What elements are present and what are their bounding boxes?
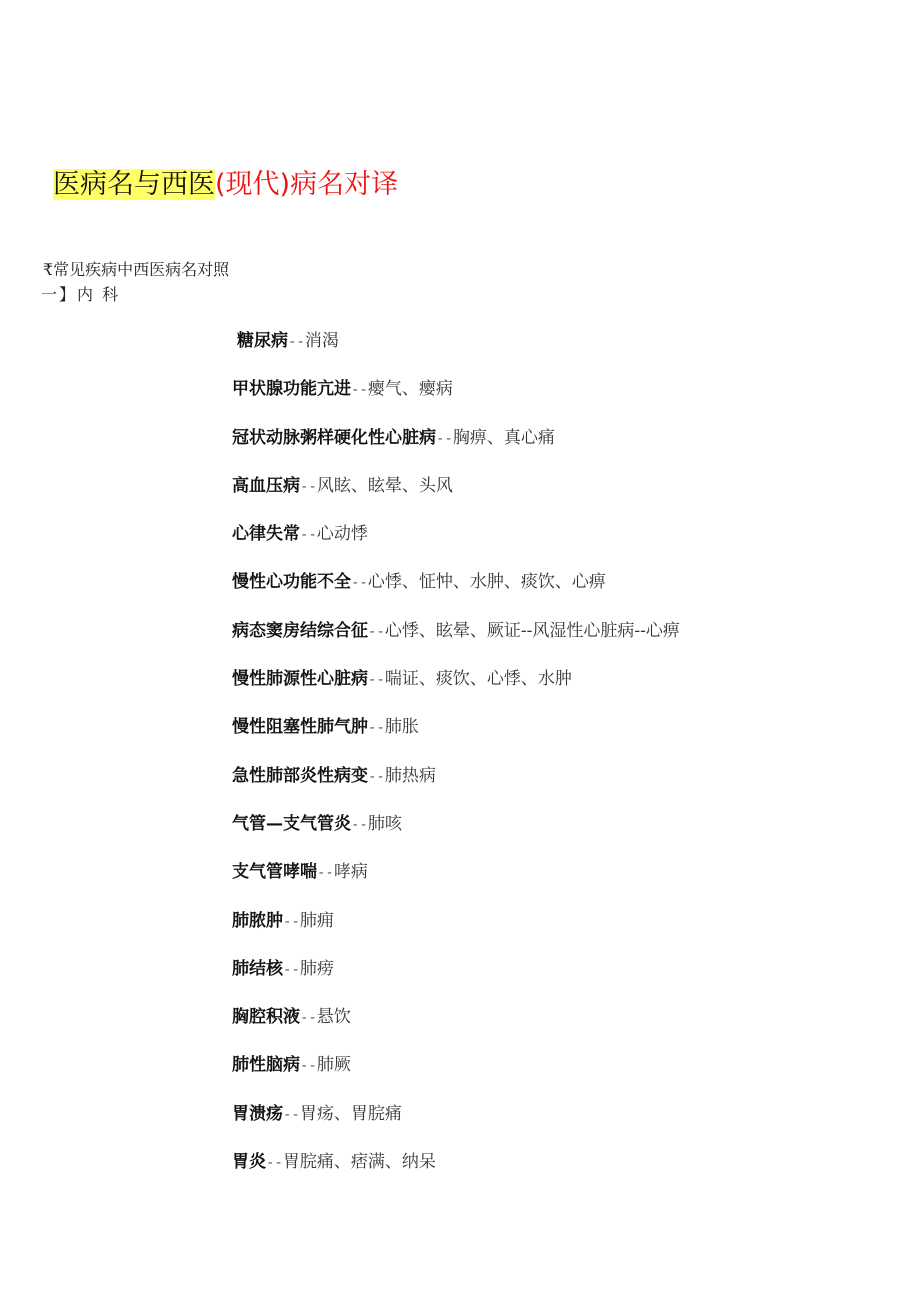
tcm-disease-name: 风眩、眩晕、头风 — [316, 475, 453, 496]
list-item — [232, 329, 680, 377]
separator: -- — [317, 865, 334, 882]
section-heading: 一】内 科 — [41, 285, 121, 304]
tcm-disease-name: 消渴 — [304, 331, 339, 351]
separator: -- — [288, 334, 305, 350]
tcm-disease-name: 心动悸 — [316, 524, 368, 545]
list-item — [232, 715, 680, 763]
list-item — [232, 570, 680, 618]
separator: -- — [283, 961, 300, 978]
western-disease-name: 高血压病 — [232, 475, 300, 496]
tcm-disease-name: 喘证、痰饮、心悸、水肿 — [384, 669, 572, 690]
tcm-disease-name: 肺热病 — [384, 765, 436, 786]
western-disease-name: 糖尿病 — [237, 331, 288, 351]
western-disease-name: 肺脓肿 — [232, 910, 283, 931]
list-item — [232, 1053, 680, 1101]
western-disease-name: 急性肺部炎性病变 — [232, 765, 368, 786]
western-disease-name: 肺性脑病 — [232, 1055, 300, 1076]
western-disease-name: 慢性心功能不全 — [232, 572, 351, 593]
tcm-disease-name: 心悸、怔忡、水肿、痰饮、心痹 — [367, 572, 606, 593]
western-disease-name: 支气管哮喘 — [232, 862, 317, 883]
separator: -- — [368, 623, 385, 640]
western-disease-name: 胸腔积液 — [232, 1007, 300, 1028]
list-item — [232, 474, 680, 522]
western-disease-name: 慢性肺源性心脏病 — [232, 669, 368, 690]
tcm-disease-name: 悬饮 — [316, 1007, 351, 1028]
list-item — [232, 1150, 680, 1198]
tcm-disease-name: 肺胀 — [384, 717, 419, 738]
separator: -- — [300, 478, 317, 495]
separator: -- — [368, 672, 385, 689]
list-item — [232, 909, 680, 957]
tcm-disease-name: 肺咳 — [367, 813, 402, 834]
list-item — [232, 667, 680, 715]
western-disease-name: 甲状腺功能亢进 — [232, 379, 351, 400]
western-disease-name: 慢性阻塞性肺气肿 — [232, 717, 368, 738]
separator: -- — [266, 1155, 283, 1172]
separator: -- — [436, 430, 453, 447]
list-item — [232, 1005, 680, 1053]
western-disease-name: 病态窦房结综合征 — [232, 620, 368, 641]
separator: -- — [351, 382, 368, 399]
tcm-disease-name: 肺痨 — [299, 958, 334, 979]
separator: -- — [300, 1010, 317, 1027]
list-item — [232, 764, 680, 812]
tcm-disease-name: 瘿气、瘿病 — [367, 379, 453, 400]
title-rest: (现代)病名对译 — [215, 169, 399, 200]
separator: -- — [300, 527, 317, 544]
separator: -- — [351, 575, 368, 592]
tcm-disease-name: 胃脘痛、痞满、纳呆 — [282, 1152, 436, 1173]
separator: -- — [351, 816, 368, 833]
tcm-disease-name: 胸痹、真心痛 — [452, 427, 555, 448]
list-item — [232, 377, 680, 425]
list-item — [232, 812, 680, 860]
page-title — [53, 165, 398, 205]
western-disease-name: 胃炎 — [232, 1152, 266, 1173]
list-item — [232, 860, 680, 908]
western-disease-name: 气管—支气管炎 — [232, 813, 351, 834]
list-item — [232, 957, 680, 1005]
tcm-disease-name: 肺痈 — [299, 910, 334, 931]
tcm-disease-name: 哮病 — [333, 862, 368, 883]
separator: -- — [368, 768, 385, 785]
separator: -- — [283, 1106, 300, 1123]
western-disease-name: 胃溃疡 — [232, 1103, 283, 1124]
subtitle: ₹常见疾病中西医病名对照 — [43, 260, 230, 279]
tcm-disease-name: 胃疡、胃脘痛 — [299, 1103, 402, 1124]
list-item — [232, 426, 680, 474]
separator: -- — [300, 1058, 317, 1075]
list-item — [232, 619, 680, 667]
western-disease-name: 心律失常 — [232, 524, 300, 545]
disease-list — [232, 329, 680, 1198]
tcm-disease-name: 心悸、眩晕、厥证--风湿性心脏病--心痹 — [384, 620, 680, 641]
tcm-disease-name: 肺厥 — [316, 1055, 351, 1076]
western-disease-name: 冠状动脉粥样硬化性心脏病 — [232, 427, 436, 448]
separator: -- — [368, 720, 385, 737]
western-disease-name: 肺结核 — [232, 958, 283, 979]
separator: -- — [283, 913, 300, 930]
title-highlighted: 医病名与西医 — [53, 169, 215, 200]
list-item — [232, 522, 680, 570]
list-item — [232, 1102, 680, 1150]
